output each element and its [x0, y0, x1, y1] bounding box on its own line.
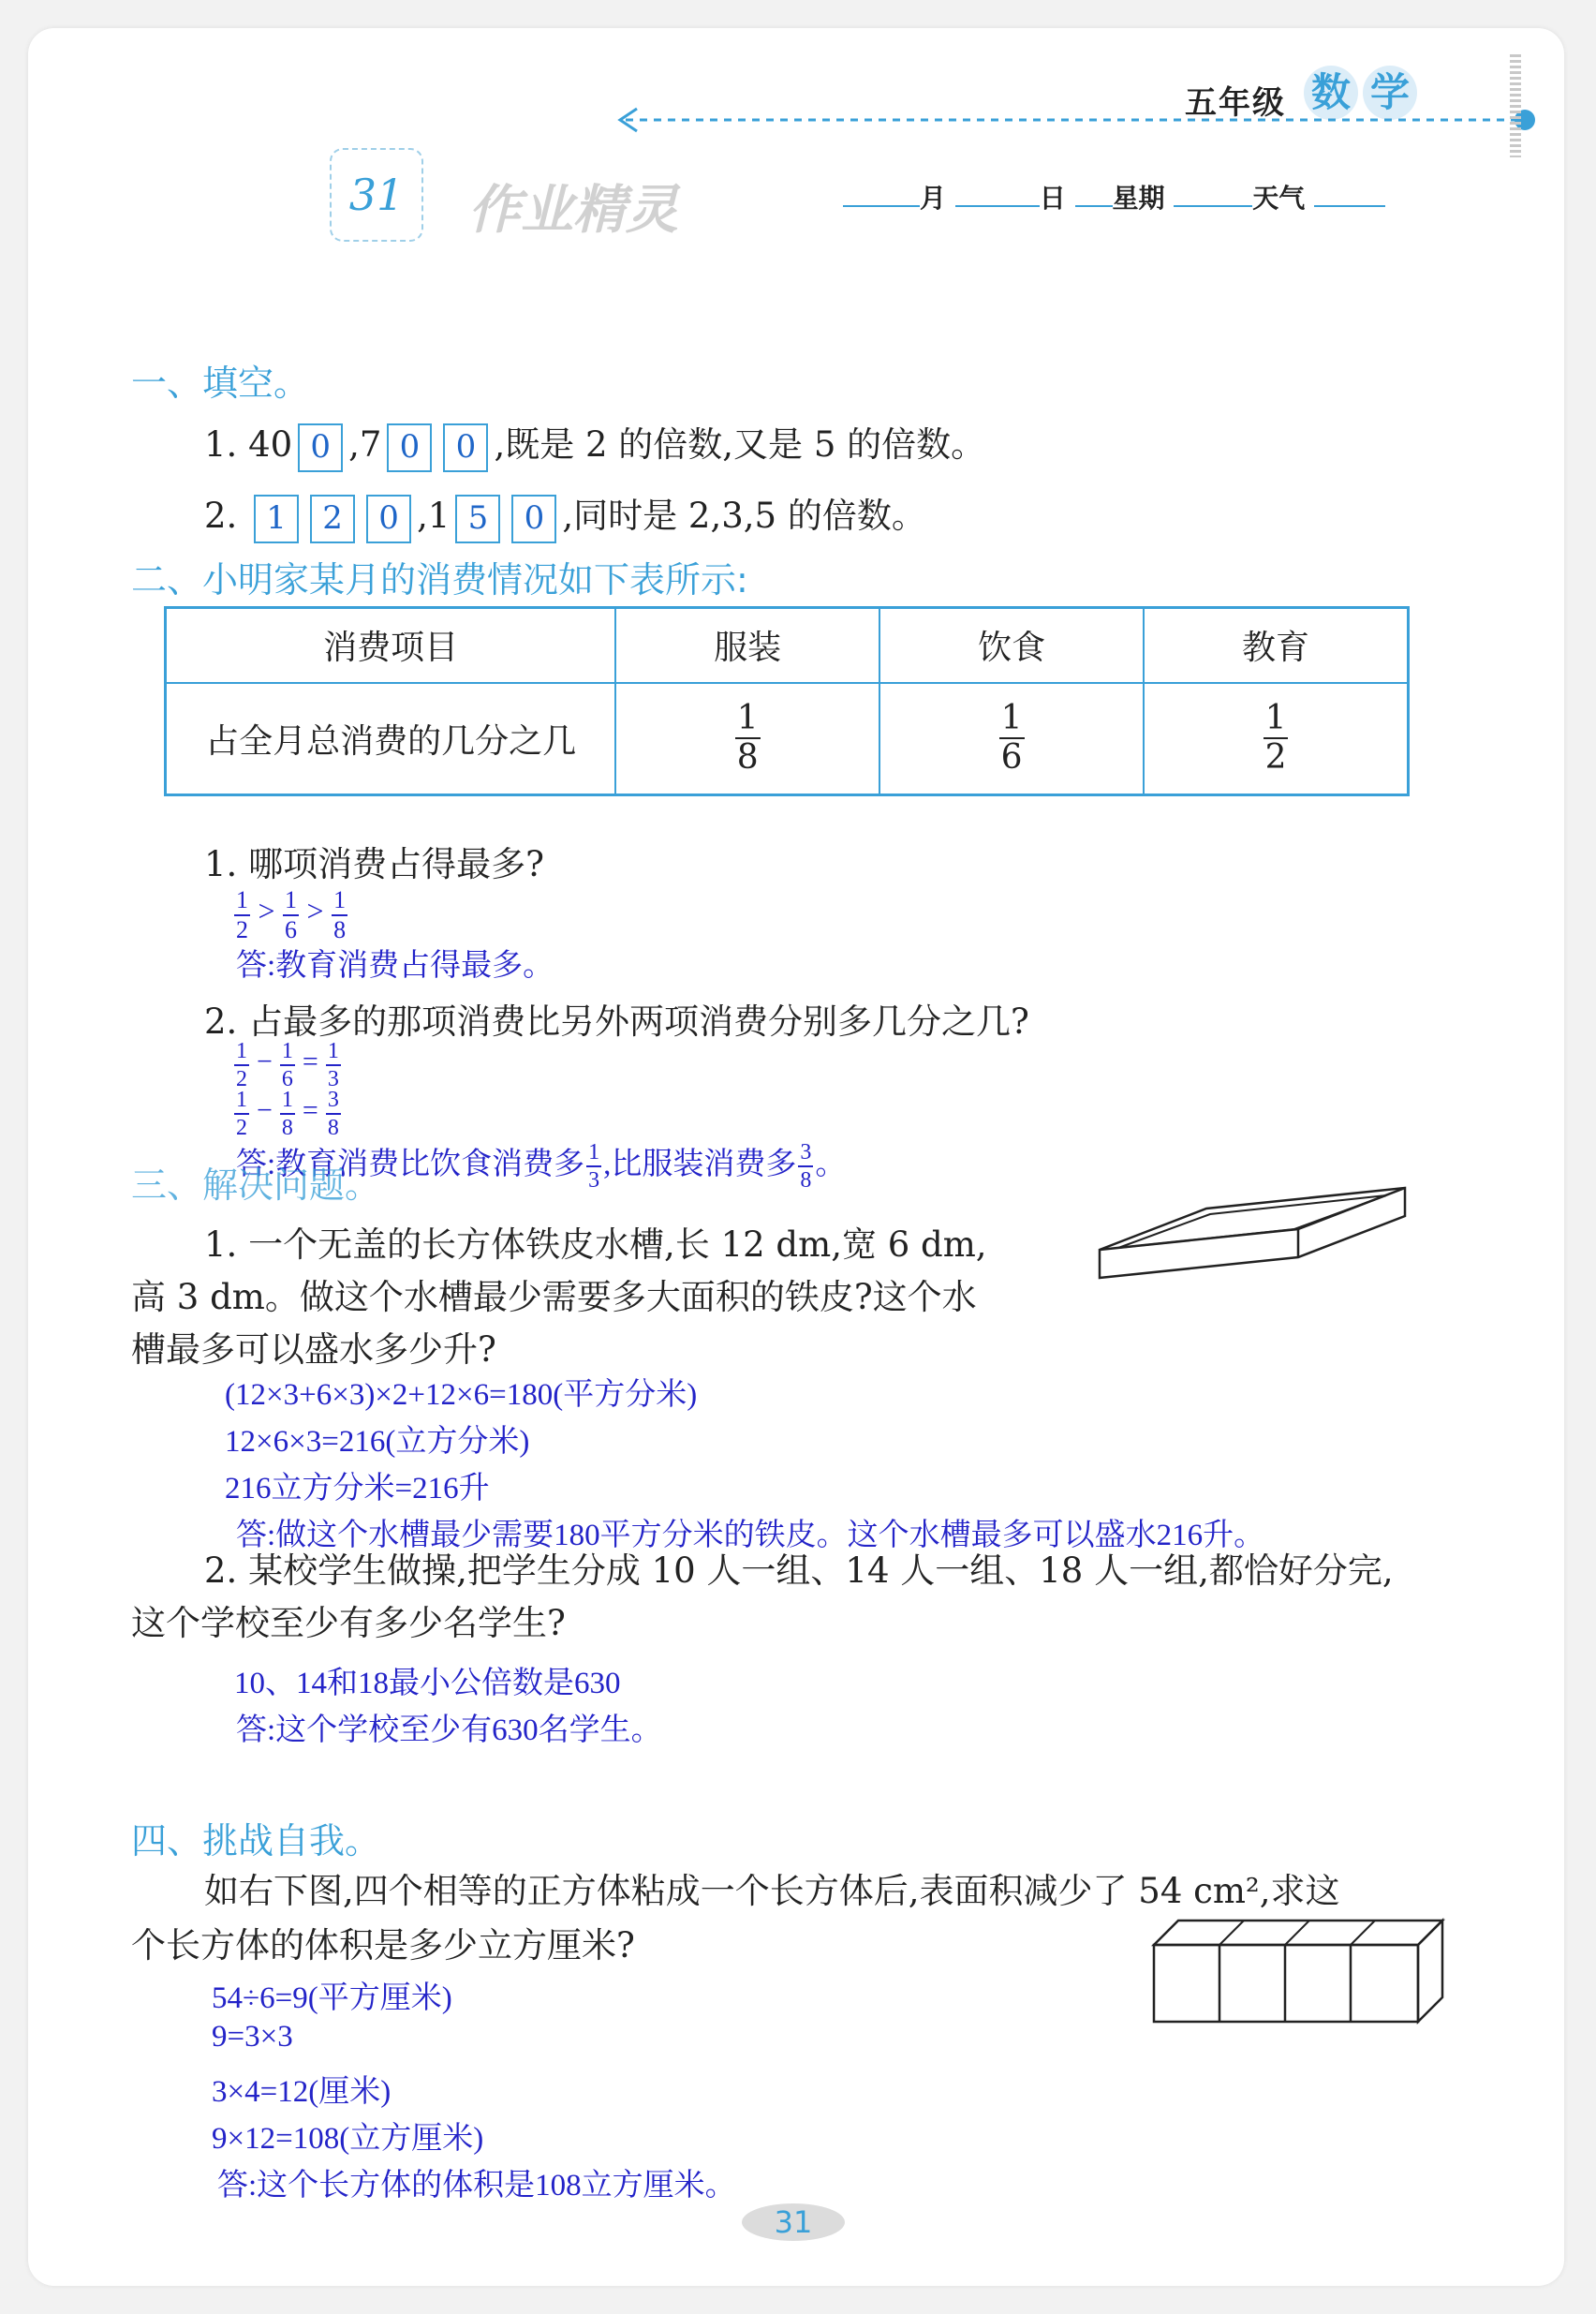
section3-q1-work-3: 216立方分米=216升: [225, 1472, 490, 1506]
section4-title: 四、挑战自我。: [131, 1820, 381, 1862]
section4-work-4: 9×12=108(立方厘米): [212, 2122, 484, 2156]
section3-q1-work-2: 12×6×3=216(立方分米): [225, 1425, 530, 1459]
section2-q2-work1: $\frac{1}{2}$ − $\frac{1}{6}$ = $\frac{1}{3}$: [236, 1039, 339, 1091]
section3-q1-work-1: (12×3+6×3)×2+12×6=180(平方分米): [225, 1378, 698, 1412]
section3-q2-line2: 这个学校至少有多少名学生?: [131, 1603, 566, 1643]
section4-work-3: 3×4=12(厘米): [212, 2075, 392, 2109]
section4-line1: 如右下图,四个相等的正方体粘成一个长方体后,表面积减少了 54 cm²,求这: [204, 1871, 1340, 1911]
page-edge-stripes: [1510, 54, 1521, 157]
section2-q2: 2. 占最多的那项消费比另外两项消费分别多几分之几?: [204, 1001, 1029, 1042]
table-cell: [615, 683, 879, 795]
section3-q1-answer: 答:做这个水槽最少需要180平方分米的铁皮。这个水槽最多可以盛水216升。: [236, 1519, 1265, 1552]
fraction: $\frac{1}{6}$: [1000, 699, 1023, 778]
section2-q1: 1. 哪项消费占得最多?: [204, 844, 544, 884]
table-header: 消费项目: [166, 608, 616, 683]
section3-q1-line1: 1. 一个无盖的长方体铁皮水槽,长 12 dm,宽 6 dm,: [204, 1224, 987, 1265]
day-label: 日: [1039, 183, 1066, 214]
section2-q2-work2: $\frac{1}{2}$ − $\frac{1}{8}$ = $\frac{3}{8}$: [236, 1088, 339, 1140]
section4-work-1: 54÷6=9(平方厘米): [212, 1981, 452, 2015]
workbook-page: [28, 28, 1564, 2286]
answer-box: 0: [366, 495, 411, 543]
q1-mid: ,7: [348, 424, 382, 465]
section4-work-2: 9=3×3: [212, 2020, 293, 2054]
grade-label: 五年级: [1185, 84, 1286, 122]
section2-q1-answer: 答:教育消费占得最多。: [236, 949, 554, 983]
q2-mid: ,1: [417, 496, 451, 536]
date-line: [843, 178, 1385, 215]
section3-q2-answer: 答:这个学校至少有630名学生。: [236, 1713, 662, 1747]
section4-answer: 答:这个长方体的体积是108立方厘米。: [217, 2169, 736, 2203]
answer-box: 0: [387, 423, 432, 472]
section3-q2-line1: 2. 某校学生做操,把学生分成 10 人一组、14 人一组、18 人一组,都恰好分完,: [204, 1550, 1394, 1591]
q2-suffix: ,同时是 2,3,5 的倍数。: [562, 496, 926, 536]
table-cell: [879, 683, 1144, 795]
water-tank-figure: [1094, 1160, 1412, 1300]
q2-prefix: 2.: [204, 496, 238, 536]
section3-q1-line3: 槽最多可以盛水多少升?: [131, 1329, 496, 1370]
section2-q1-work: $\frac{1}{2}$ > $\frac{1}{6}$ > $\frac{1}{8}$: [236, 886, 347, 943]
section3-q1-line2: 高 3 dm。做这个水槽最少需要多大面积的铁皮?这个水: [131, 1277, 977, 1317]
weekday-label: 星期: [1112, 183, 1165, 214]
table-row-label: 占全月总消费的几分之几: [166, 683, 616, 795]
section1-q1: [204, 416, 985, 472]
section3-q2-work: 10、14和18最小公倍数是630: [234, 1667, 621, 1700]
q1-suffix: ,既是 2 的倍数,又是 5 的倍数。: [494, 424, 986, 465]
answer-box: 0: [511, 495, 556, 543]
subject-char-2: 学: [1363, 66, 1417, 120]
fraction: $\frac{1}{8}$: [736, 699, 759, 778]
section1-q2: [204, 487, 926, 543]
section2-q2-answer: 答:教育消费比饮食消费多 $\frac{1}{3}$ ,比服装消费多 $\frac{3}{8}$ 。: [236, 1140, 847, 1194]
answer-box: 0: [443, 423, 488, 472]
month-label: 月: [920, 183, 947, 214]
watermark-logo: 作业精灵: [468, 180, 678, 241]
cuboid-figure: [1150, 1917, 1450, 2025]
section4-line2: 个长方体的体积是多少立方厘米?: [131, 1925, 635, 1965]
answer-box: 5: [455, 495, 500, 543]
table-header: 教育: [1144, 608, 1408, 683]
section3-title: 三、解决问题。: [131, 1164, 381, 1206]
page-number: 31: [742, 2203, 845, 2241]
section2-title: 二、小明家某月的消费情况如下表所示:: [131, 559, 748, 601]
table-header: 服装: [615, 608, 879, 683]
section1-title: 一、填空。: [131, 363, 310, 404]
consumption-table: [164, 606, 1410, 796]
header-arrow-decoration: [609, 101, 1564, 139]
subject-char-1: 数: [1304, 66, 1358, 120]
table-header: 饮食: [879, 608, 1144, 683]
weather-label: 天气: [1252, 183, 1306, 214]
answer-box: 2: [310, 495, 355, 543]
fraction: $\frac{1}{2}$: [1264, 699, 1287, 778]
q1-prefix: 1. 40: [204, 424, 293, 465]
lesson-number-badge: 31: [330, 148, 423, 242]
table-cell: [1144, 683, 1408, 795]
answer-box: 0: [298, 423, 343, 472]
answer-box: 1: [254, 495, 299, 543]
